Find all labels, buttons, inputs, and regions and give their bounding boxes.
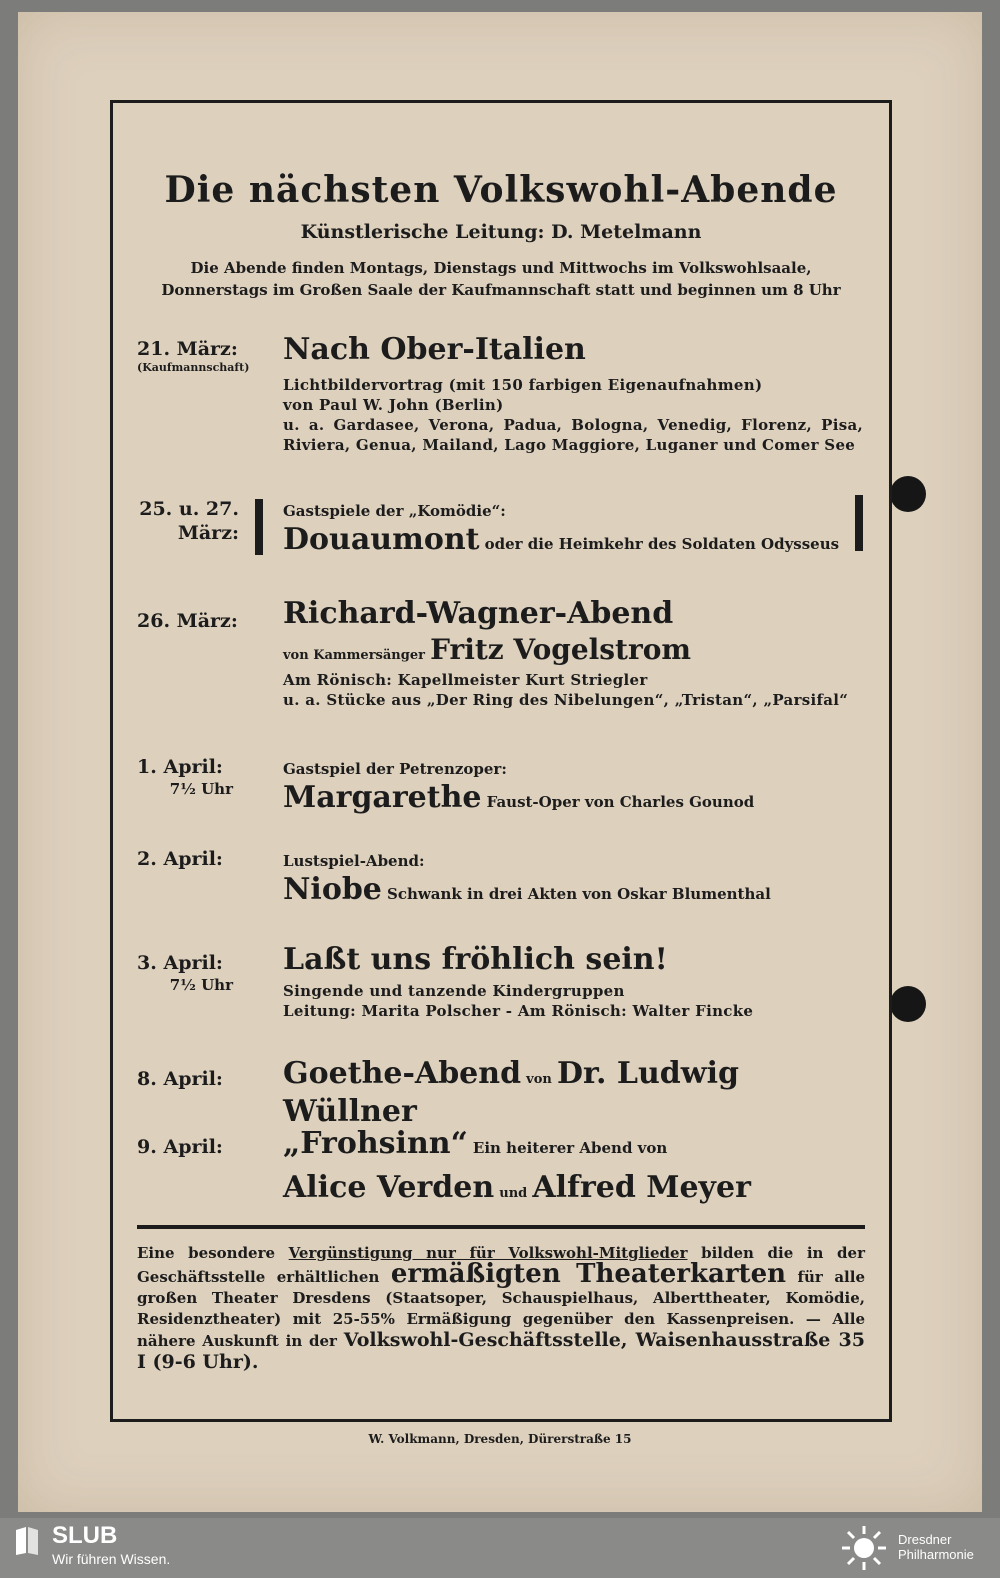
event-date: 3. April: 7½ Uhr bbox=[137, 951, 263, 995]
event-line: u. a. Stücke aus „Der Ring des Nibelungen“, „Tristan“, „Parsifal“ bbox=[283, 691, 849, 709]
horizontal-rule bbox=[137, 1225, 865, 1229]
event-date: 25. u. 27. März: bbox=[139, 498, 239, 544]
library-brand[interactable]: SLUB bbox=[52, 1522, 118, 1549]
event-date: 26. März: bbox=[137, 610, 238, 632]
event-performer: Alice Verden bbox=[283, 1170, 495, 1205]
event-time: 7½ Uhr bbox=[169, 780, 233, 798]
event-date: 2. April: bbox=[137, 848, 223, 870]
library-banner bbox=[0, 1518, 1000, 1578]
library-tagline: Wir führen Wissen. bbox=[52, 1551, 171, 1567]
event-line: Lichtbildervortrag (mit 150 farbigen Eigenaufnahmen) bbox=[283, 376, 763, 394]
slub-book-icon bbox=[14, 1526, 40, 1556]
event-performer: Dr. Ludwig Wüllner bbox=[283, 1056, 739, 1129]
event-joiner: und bbox=[499, 1186, 528, 1201]
philharmonie-sunburst-icon bbox=[840, 1524, 888, 1572]
event-date: 21. März: (Kaufmannschaft) bbox=[137, 337, 263, 374]
event-line: von Paul W. John (Berlin) bbox=[283, 396, 504, 414]
poster-title: Die nächsten Volkswohl-Abende bbox=[164, 169, 838, 211]
event-joiner: von bbox=[526, 1072, 552, 1087]
punch-hole bbox=[890, 476, 926, 512]
poster-frame bbox=[110, 100, 892, 1422]
punch-hole bbox=[890, 986, 926, 1022]
event-date: 8. April: bbox=[137, 1068, 223, 1090]
poster-paper bbox=[18, 12, 982, 1512]
event-title: „Frohsinn“ bbox=[283, 1126, 468, 1161]
event-block bbox=[283, 501, 843, 559]
event-date: 1. April: 7½ Uhr bbox=[137, 755, 263, 799]
event-time: 7½ Uhr bbox=[169, 976, 233, 994]
event-line: Am Rönisch: Kapellmeister Kurt Striegler bbox=[283, 671, 648, 689]
intro-text: Die Abende finden Montags, Dienstags und Mittwochs im Volkswohlsaale, Donnerstags im Großen Saale der Kaufmannschaft statt und beginnen um 8 Uhr bbox=[161, 259, 841, 299]
event-block bbox=[283, 595, 863, 710]
artistic-direction: Künstlerische Leitung: D. Metelmann bbox=[300, 221, 702, 243]
event-title: Richard-Wagner-Abend bbox=[283, 596, 674, 631]
event-title: Niobe bbox=[283, 872, 382, 907]
event-date: 9. April: bbox=[137, 1136, 223, 1158]
event-kicker: Gastspiel der Petrenzoper: bbox=[283, 760, 507, 778]
event-title: Margarethe bbox=[283, 780, 482, 815]
printer-imprint: W. Volkmann, Dresden, Dürerstraße 15 bbox=[368, 1432, 632, 1446]
event-block bbox=[283, 331, 863, 455]
event-performer: Fritz Vogelstrom bbox=[430, 633, 692, 666]
event-title: Goethe-Abend bbox=[283, 1056, 522, 1091]
divider-bar bbox=[855, 495, 863, 551]
event-subtitle: oder die Heimkehr des Soldaten Odysseus bbox=[484, 535, 840, 553]
membership-notice: Eine besondere Vergünstigung nur für Volkswohl-Mitglieder bilden die in der Geschäftsstelle erhältlichen ermäßigten Theaterkarten für alle großen Theater Dresdens (Staatsoper, Schauspielhaus, Alberttheater, Komödie, Residenztheater) mit 25-55% Ermäßigung gegenüber den Kassenpreisen. — Alle nähere Auskunft in der Volkswohl-Geschäftsstelle, Waisenhausstraße 35 I (9-6 Uhr). bbox=[137, 1244, 865, 1373]
divider-bar bbox=[255, 499, 263, 555]
office-address: Volkswohl-Geschäftsstelle, Waisenhausstraße 35 I (9-6 Uhr). bbox=[137, 1329, 865, 1373]
event-line: u. a. Gardasee, Verona, Padua, Bologna, Venedig, Florenz, Pisa, Riviera, Genua, Mailand, Lago Maggiore, Luganer und Comer See bbox=[283, 416, 863, 454]
event-title: Laßt uns fröhlich sein! bbox=[283, 942, 668, 977]
event-line: Leitung: Marita Polscher - Am Rönisch: Walter Fincke bbox=[283, 1002, 754, 1020]
event-block bbox=[283, 941, 863, 1021]
discount-tickets: ermäßigten Theaterkarten bbox=[390, 1259, 787, 1289]
event-venue: (Kaufmannschaft) bbox=[137, 361, 250, 374]
event-performer: Alfred Meyer bbox=[532, 1170, 751, 1205]
event-title: Nach Ober-Italien bbox=[283, 332, 586, 367]
event-subtitle: Ein heiterer Abend von bbox=[472, 1139, 668, 1157]
event-line: Singende und tanzende Kindergruppen bbox=[283, 982, 625, 1000]
event-block bbox=[283, 1055, 863, 1131]
event-kicker: Lustspiel-Abend: bbox=[283, 852, 425, 870]
event-subtitle: Schwank in drei Akten von Oskar Blumenthal bbox=[387, 885, 771, 903]
event-by: von Kammersänger bbox=[283, 648, 425, 663]
event-block bbox=[283, 1125, 863, 1207]
event-subtitle: Faust-Oper von Charles Gounod bbox=[486, 793, 755, 811]
member-benefit: Vergünstigung nur für Volkswohl-Mitglieder bbox=[288, 1244, 688, 1262]
event-title: Douaumont bbox=[283, 522, 480, 557]
partner-name[interactable]: Dresdner Philharmonie bbox=[898, 1532, 974, 1562]
event-block bbox=[283, 759, 863, 817]
event-kicker: Gastspiele der „Komödie“: bbox=[283, 502, 506, 520]
event-block bbox=[283, 851, 863, 909]
